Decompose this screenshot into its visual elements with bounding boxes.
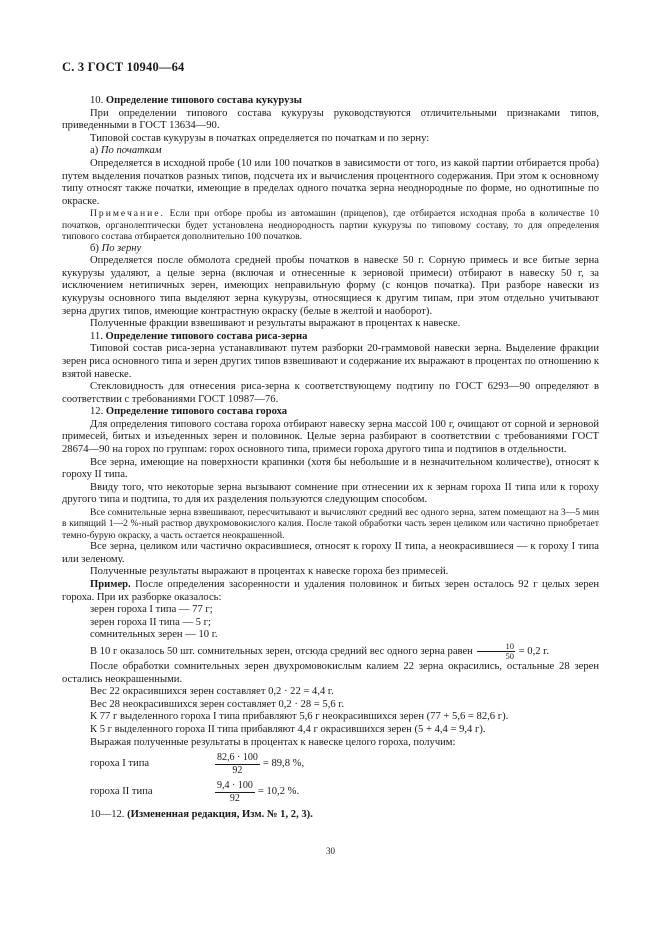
fraction-denominator: 50 [505, 651, 514, 661]
paragraph: К 5 г выделенного гороха II типа прибавляют 4,4 г окрасившихся зерен (5 + 4,4 = 9,4 г). [90, 723, 486, 735]
subsection-b [62, 243, 599, 256]
page-number: 30 [326, 846, 335, 856]
section-title: Определение типового состава гороха [105, 406, 288, 418]
section-10-heading [62, 95, 599, 108]
paragraph: Ввиду того, что некоторые зерна вызывают сомнение при отнесении их к зернам гороха II типа или к гороху другого типа и подтипа, то для их разделения пользуются следующим способом. [62, 481, 599, 506]
paragraph-text: В 10 г оказалось 50 шт. сомнительных зерен, отсюда средний вес одного зерна равен [90, 645, 473, 657]
section-11-heading [62, 331, 599, 344]
paragraph: Все сомнительные зерна взвешивают, пересчитывают и вычисляют средний вес одного зерна, затем помещают на 3—5 мин в кипящий 1—2 %-ный раствор двухромовокислого калия. После такой обработки часть зерен целиком или частично приобретает темно-бурую окраску, а часть остается неокрашенной. [62, 507, 599, 541]
section-number: 12. [90, 406, 104, 418]
amendment-note [62, 809, 599, 822]
document-body [62, 95, 599, 822]
subsection-title: По початкам [100, 145, 162, 157]
paragraph: Все зерна, целиком или частично окрасившиеся, относят к гороху II типа, а неокрасившиеся — к гороху I типа или зеленому. [62, 541, 599, 565]
paragraph-with-fraction [62, 642, 599, 661]
paragraph: Определяется после обмолота средней пробы початков в навеске 50 г. Сорную примесь и все битые зерна кукурузы удаляют, а целые зерна (включая и отнесенные к зерновой примеси) отбирают в навеску 50 г, за исключением нетипичных зерен, имеющих неправильную форму (с концов початка). При разборе навески из кукурузы основного типа выделяют зерна кукурузы, относящиеся к другим типам, при этом отдельно учитывают зерна других типов, имеющие контрастную окраску (белые в желтой и наоборот). [62, 255, 599, 317]
paragraph: Выражая полученные результаты в процентах к навеске целого гороха, получим: [90, 736, 456, 748]
example-text: После определения засоренности и удаления половинок и битых зерен осталось 92 г целых зерен гороха. При их разборке оказалось: [62, 579, 600, 603]
fraction [215, 780, 255, 805]
section-number: 10. [90, 95, 104, 106]
paragraph: После обработки сомнительных зерен двухромовокислым калием 22 зерна окрасились, остальные 28 зерен остались неокрашенными. [62, 661, 599, 685]
section-number: 11. [90, 330, 103, 342]
section-12-heading [62, 406, 599, 419]
calculation-type-1 [62, 752, 599, 777]
paragraph: Стекловидность для отнесения риса-зерна к соответствующему подтипу по ГОСТ 6293—90 определяют в соответствии с требованиями ГОСТ 10987—76. [62, 381, 599, 405]
calculation-result: = 89,8 %, [262, 758, 305, 770]
paragraph: Типовой состав риса-зерна устанавливают путем разборки 20-граммовой навески зерна. Выделение фракции зерен риса основного типа и зерен других типов взвешивают и содержание их выражают в процентах по отношению к взятой навеске. [62, 343, 599, 380]
fraction-numerator: 82,6 · 100 [217, 752, 258, 764]
subsection-title: По зерну [101, 242, 142, 254]
amendment-text: (Измененная редакция, Изм. № 1, 2, 3). [127, 809, 313, 821]
paragraph: Вес 28 неокрасившихся зерен составляет 0,2 · 28 = 5,6 г. [90, 698, 345, 710]
calculation-type-2 [62, 780, 599, 805]
paragraph: Типовой состав кукурузы в початках определяется по початкам и по зерну: [90, 132, 430, 144]
section-title: Определение типового состава кукурузы [105, 95, 302, 106]
note-text: Если при отборе пробы из автомашин (прицепов), где отбирается исходная проба в количестве 10 початков, органолептически будет установлена неоднородность партии кукурузы по типовому составу, то для определения типового состава отбирается дополнительно 100 початков. [62, 208, 599, 243]
example-label: Пример. [90, 579, 131, 591]
paragraph: К 77 г выделенного гороха I типа прибавляют 5,6 г неокрасившихся зерен (77 + 5,6 = 82,6 г). [90, 711, 509, 723]
paragraph: Определяется в исходной пробе (10 или 100 початков в зависимости от того, из какой партии отбирается проба) путем выделения початков разных типов, подсчета их и вычисления процентного содержания. При этом к основному типу относят также початки, имеющие в пределах одного початка зерна неоднородные по форме, но однотипные по окраске. [62, 157, 599, 207]
fraction-denominator: 92 [232, 765, 243, 777]
list-item: сомнительных зерен — 10 г. [90, 629, 218, 641]
fraction [477, 642, 516, 661]
fraction-denominator: 92 [229, 793, 240, 805]
section-title: Определение типового состава риса-зерна [105, 330, 308, 342]
subsection-label: б) [90, 242, 99, 254]
subsection-a [62, 145, 599, 158]
paragraph: Полученные результаты выражают в процентах к навеске гороха без примесей. [90, 566, 449, 578]
example [62, 579, 599, 604]
fraction-numerator: 9,4 · 100 [217, 780, 253, 792]
note-label: Примечание. [90, 208, 165, 220]
fraction [215, 752, 260, 777]
paragraph: Полученные фракции взвешивают и результаты выражают в процентах к навеске. [90, 318, 461, 330]
list-item: зерен гороха II типа — 5 г; [90, 616, 211, 628]
calculation-result: = 10,2 %. [257, 786, 300, 798]
paragraph: Для определения типового состава гороха отбирают навеску зерна массой 100 г, очищают от сорной и зерновой примесей, битых и изъеденных зерен и половинок. Целые зерна разбирают в соответствии с требованиями ГОСТ 28674—90 на горох по группам: горох основного типа, примеси гороха другого типа и подтипов в отдельности. [62, 418, 599, 456]
paragraph: При определении типового состава кукурузы руководствуются отличительными признаками типов, приведенными в ГОСТ 13634—90. [62, 107, 599, 132]
calculation-label: гороха I типа [90, 758, 150, 770]
fraction-result: = 0,2 г. [518, 645, 549, 657]
paragraph: Вес 22 окрасившихся зерен составляет 0,2 · 22 = 4,4 г. [90, 686, 334, 698]
amendment-range: 10—12. [90, 809, 125, 821]
subsection-label: а) [90, 145, 99, 157]
list-item: зерен гороха I типа — 77 г; [90, 604, 213, 616]
example-list [62, 604, 599, 642]
calculation-label: гороха II типа [90, 786, 153, 798]
fraction-numerator: 10 [477, 642, 516, 652]
page-header: С. 3 ГОСТ 10940—64 [62, 60, 185, 74]
paragraph: Все зерна, имеющие на поверхности крапинки (хотя бы небольшие и в незначительном количестве), относят к гороху II типа. [62, 456, 599, 481]
note [62, 208, 599, 242]
